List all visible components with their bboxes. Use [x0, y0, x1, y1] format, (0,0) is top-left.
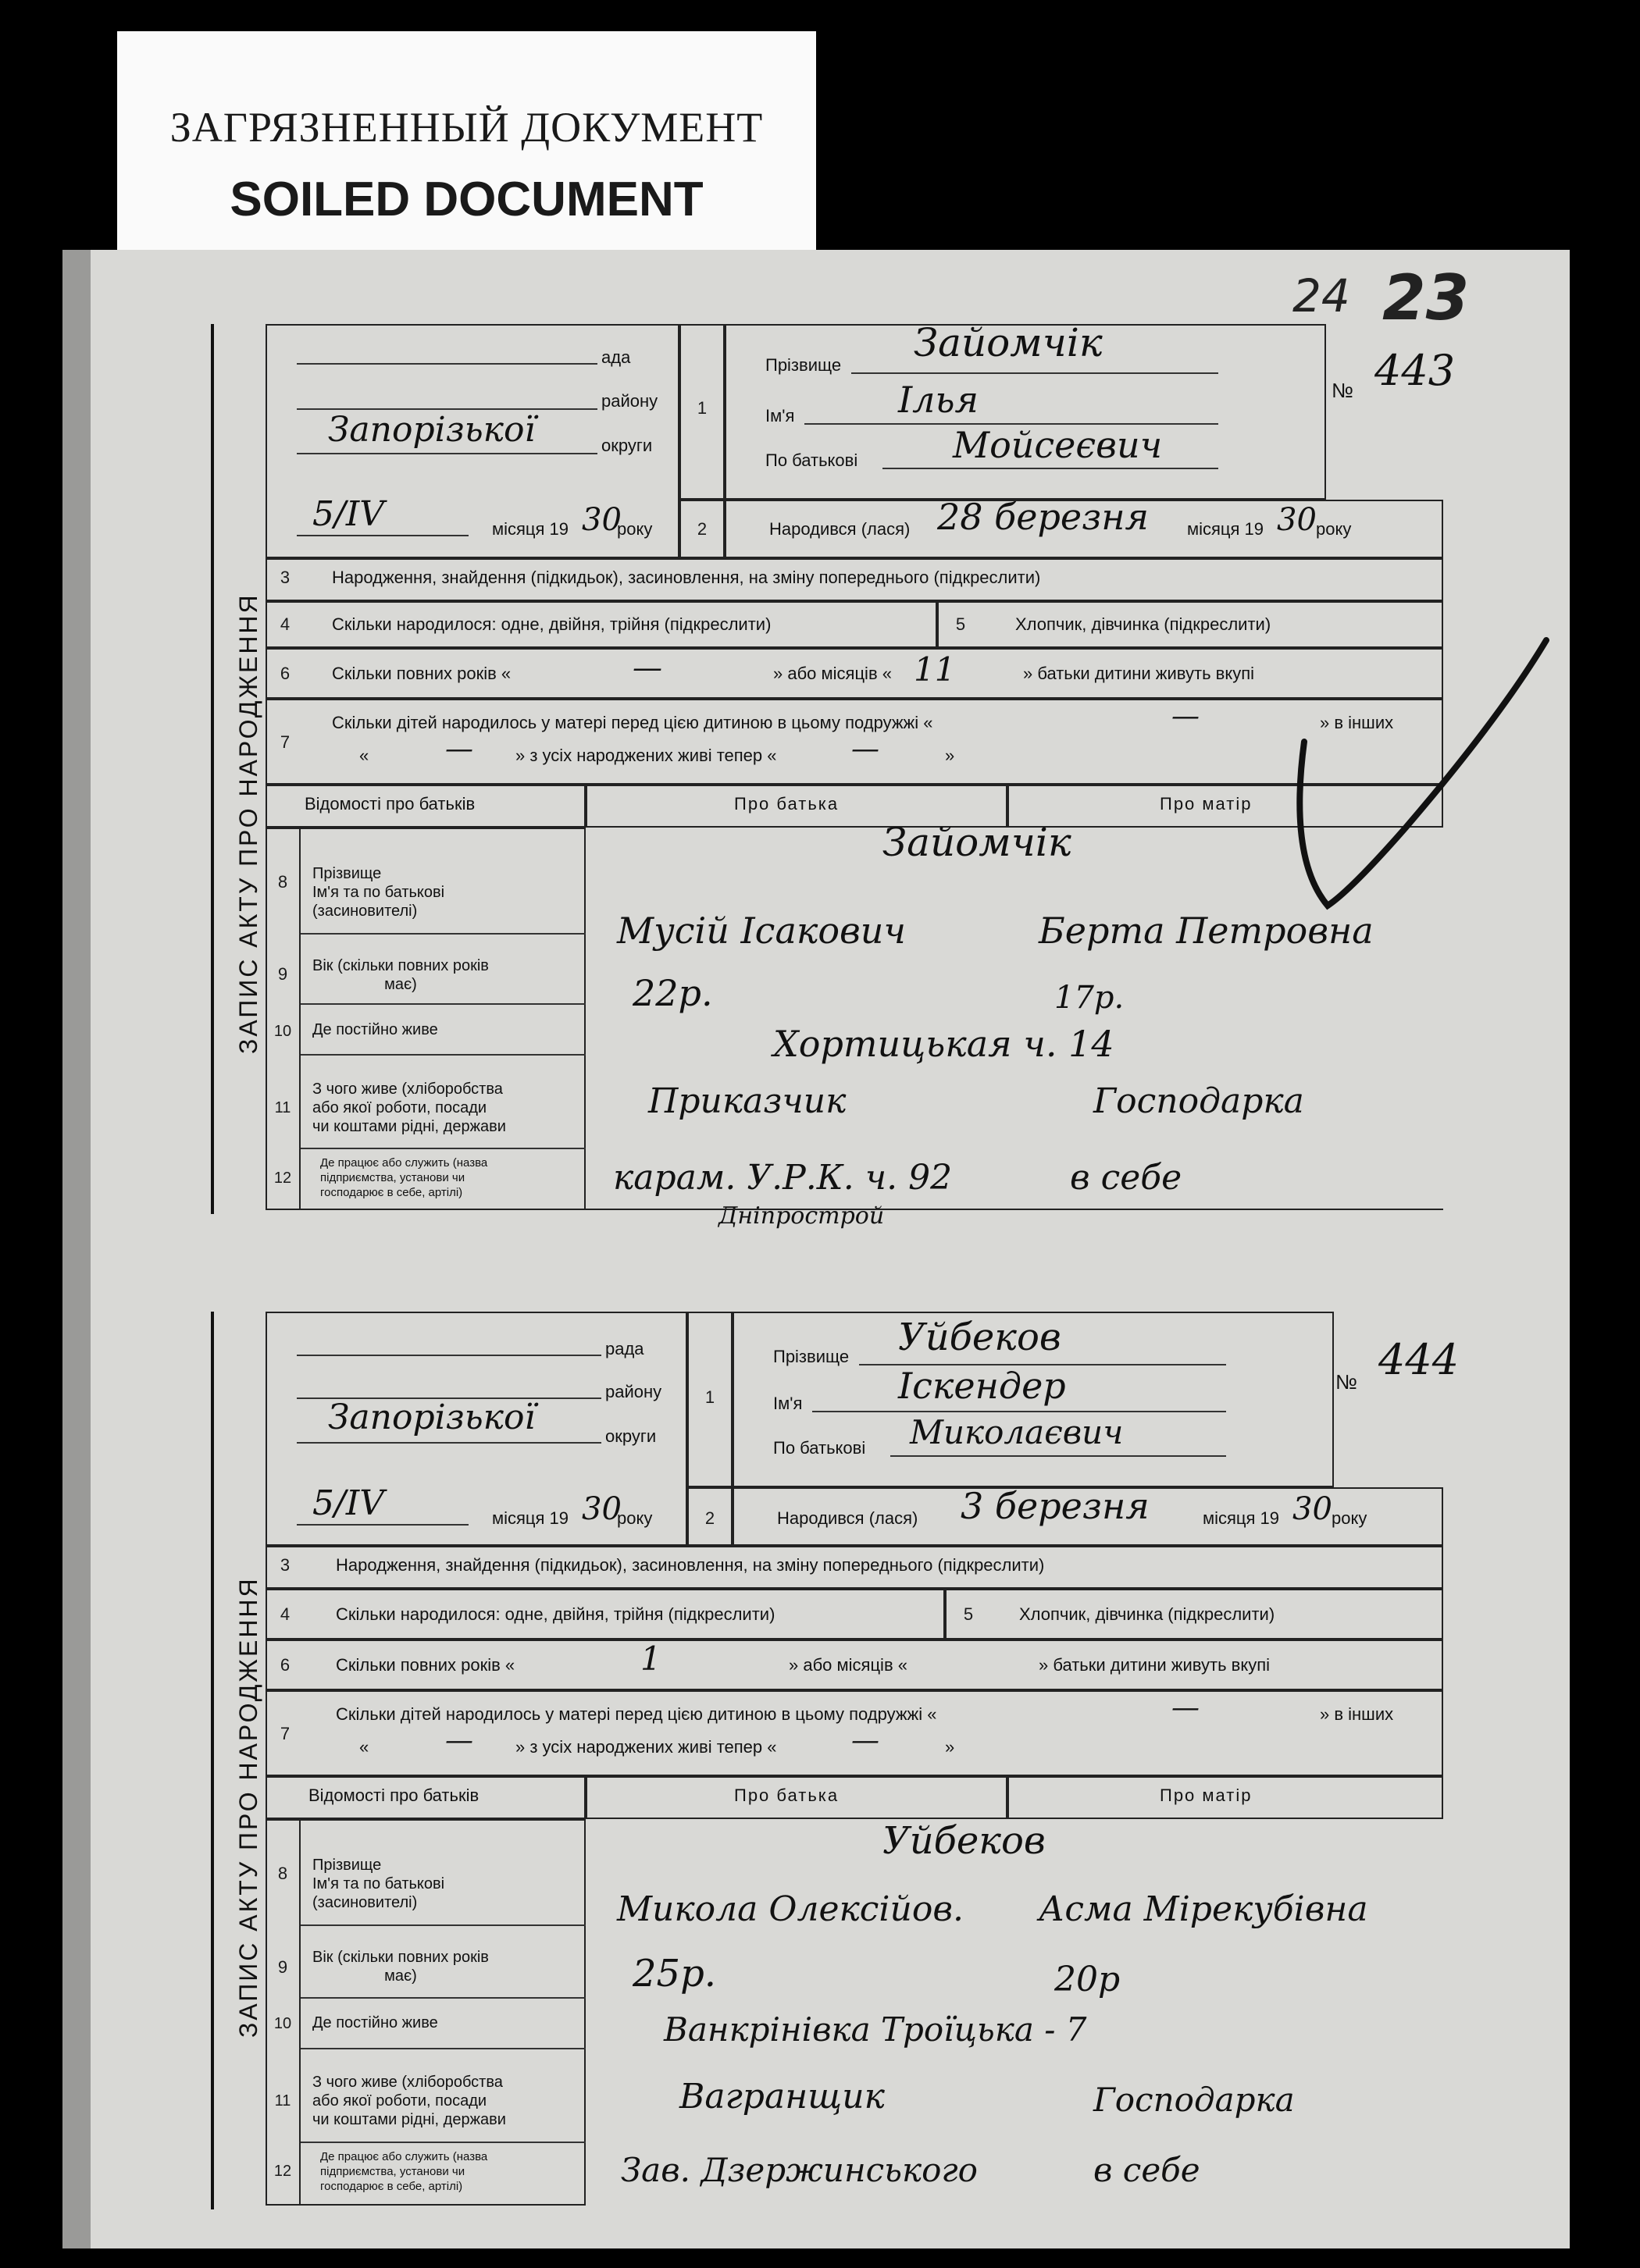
surname-label: Прізвище [765, 355, 842, 375]
surname-label-2: Прізвище [773, 1347, 850, 1366]
father-surname: Зайомчік [882, 820, 1071, 865]
row11-label: З чого живе (хліборобства або якої роботи, посади чи коштами рідні, держави [312, 1081, 506, 1135]
row7-text: Скільки дітей народилось у матері перед цією дитиною в цьому подружжі « [332, 713, 933, 732]
birth-year-value: 30 [1277, 502, 1317, 538]
page-number: 23 [1382, 262, 1470, 334]
reg-year-value: 30 [582, 502, 622, 538]
father-header: Про батька [734, 794, 840, 814]
row6-months-value: 11 [914, 650, 956, 689]
pen-stroke-mark [1171, 625, 1562, 952]
row7-other-label: » в інших [1320, 713, 1394, 732]
mother-job-2: Господарка [1093, 2081, 1295, 2119]
record-number-2: 444 [1378, 1335, 1460, 1384]
father-name: Мусій Ісакович [617, 910, 907, 952]
mother-job: Господарка [1093, 1081, 1304, 1121]
father-work: карам. У.Р.К. ч. 92 [613, 1158, 953, 1198]
mother-work: в себе [1070, 1158, 1182, 1198]
birth-month-label: місяця 19 [1187, 519, 1264, 539]
side-title-1: ЗАПИС АКТУ ПРО НАРОДЖЕННЯ [234, 593, 262, 1054]
mother-name-2: Асма Мірекубівна [1039, 1889, 1368, 1929]
father-job-2: Вагранщик [679, 2077, 885, 2117]
row4-text-2: Скільки народилося: одне, двійня, трійня (підкреслити) [336, 1604, 775, 1624]
name-label: Ім'я [765, 406, 795, 425]
okruha-label: округи [601, 436, 653, 455]
row7-alive-label: » з усіх народжених живі тепер « [515, 746, 777, 765]
name-value-2: Іскендер [898, 1365, 1066, 1407]
old-page-number: 24 [1292, 269, 1350, 322]
record-number: 443 [1374, 346, 1456, 395]
okruha-value-2: Запорізької [328, 1397, 536, 1437]
row6-years-label-2: Скільки повних років « [336, 1655, 515, 1675]
year-label: року [617, 519, 653, 539]
born-label: Народився (лася) [769, 519, 911, 539]
parents-header: Відомості про батьків [305, 794, 476, 814]
row6-months-label: » або місяців « [773, 664, 892, 683]
row6-years-value-2: 1 [640, 1640, 661, 1678]
row7-before-value: — [1171, 700, 1200, 732]
row6-end-label: » батьки дитини живуть вкупі [1023, 664, 1255, 683]
number-label-2: № [1335, 1370, 1357, 1394]
surname-value: Зайомчік [914, 320, 1103, 365]
record-1: ада району Запорізької округи 5/IV місяця 19 30 року 1 Прізвище Зайомчік Ім'я Ілья По батькові Мойсеєвич № 443 2 Народився (лася) 28 березня місяця 19 30 року 3 Народження, знайдення (підкидьок), засиновлення, на зміну попереднього (підкреслити) 4 Скільки народилося: одне, двійня, трійня (підкреслити) 5 Хлопчик, дівчинка (підкреслити) 6 Скільки повних років « — » або місяців « 11 » батьки дитини живуть вкупі 7 Скільки дітей народилось у матері перед цією дитиною в цьому подружжі « — » в інших « — » з усіх народжених живі тепер « — » Відомості про батьків Про батька Про матір 8 Прізвище Ім'я та по батькові (засиновителі) 9 Вік (скільки повних років має) 10 Де постійно живе 11 З чого живе (хліборобства або якої роботи, посади чи коштами рідні, держави 12 Де працює або служить (назва підприємства, установи чи господарює в себе, артілі) Зайомчік Мусій Ісакович Берта Петровна 22р. 17р. Хортицькая ч. 14 Приказчик Господарка карам. У.Р.К. ч. 92 в себе Дніпрострой [211, 324, 1445, 1214]
address-2: Ванкрінівка Троїцька - 7 [664, 2010, 1087, 2049]
name-label-2: Ім'я [773, 1394, 803, 1413]
row10-label: Де постійно живе [312, 1021, 438, 1038]
father-work-2: Дніпрострой [718, 1202, 885, 1230]
patronymic-label-2: По батькові [773, 1438, 866, 1458]
name-value: Ілья [898, 379, 979, 421]
row6-years-label: Скільки повних років « [332, 664, 512, 683]
label-english: SOILED DOCUMENT [230, 173, 704, 226]
side-title-2: ЗАПИС АКТУ ПРО НАРОДЖЕННЯ [234, 1576, 262, 2038]
parents-header-2: Відомості про батьків [308, 1786, 480, 1805]
father-age-2: 25р. [633, 1952, 717, 1996]
row3-text-2: Народження, знайдення (підкидьок), засиновлення, на зміну попереднього (підкреслити) [336, 1555, 1045, 1575]
mother-name: Берта Петровна [1039, 910, 1374, 952]
reg-date-value: 5/IV [312, 494, 384, 534]
soiled-document-label [117, 31, 816, 258]
label-russian: ЗАГРЯЗНЕННЫЙ ДОКУМЕНТ [169, 104, 764, 151]
birth-date-value-2: 3 березня [961, 1485, 1150, 1527]
father-age: 22р. [633, 972, 713, 1014]
father-header-2: Про батька [734, 1786, 840, 1805]
birth-date-value: 28 березня [937, 496, 1149, 538]
row4-text: Скільки народилося: одне, двійня, трійня (підкреслити) [332, 614, 772, 634]
father-job: Приказчик [648, 1081, 847, 1121]
row6-years-value: — [633, 650, 662, 685]
rada-label-2: рада [605, 1339, 644, 1358]
row9-label: Вік (скільки повних років має) [312, 957, 489, 993]
born-label-2: Народився (лася) [777, 1508, 918, 1528]
row7-alive-value: — [851, 733, 879, 765]
row7-text-2: Скільки дітей народилось у матері перед цією дитиною в цьому подружжі « [336, 1704, 937, 1724]
row8-label: Прізвище Ім'я та по батькові (засиновителі) [312, 865, 445, 920]
birth-year-label: року [1316, 519, 1352, 539]
row12-label: Де працює або служить (назва підприємства, установи чи господарює в себе, артілі) [320, 1156, 488, 1199]
row3-text: Народження, знайдення (підкидьок), засиновлення, на зміну попереднього (підкреслити) [332, 568, 1041, 587]
row5-text: Хлопчик, дівчинка (підкреслити) [1015, 614, 1271, 634]
row6-end-label-2: » батьки дитини живуть вкупі [1039, 1655, 1271, 1675]
raion-label: району [601, 391, 658, 411]
patronymic-value-2: Миколаєвич [910, 1413, 1124, 1451]
okruha-value: Запорізької [328, 410, 536, 450]
row6-months-label-2: » або місяців « [789, 1655, 907, 1675]
birth-year-value-2: 30 [1292, 1491, 1332, 1527]
patronymic-label: По батькові [765, 450, 858, 470]
reg-date-value-2: 5/IV [312, 1483, 384, 1523]
mother-age-2: 20р [1054, 1960, 1121, 1999]
patronymic-value: Мойсеєвич [953, 424, 1163, 466]
row7-other-value: — [445, 733, 473, 765]
row5-text-2: Хлопчик, дівчинка (підкреслити) [1019, 1604, 1275, 1624]
page-binding-edge [62, 250, 91, 2248]
rada-label: ада [601, 347, 631, 367]
father-name-2: Микола Олексійов. [617, 1889, 964, 1929]
raion-label-2: району [605, 1382, 662, 1401]
number-label: № [1332, 379, 1353, 402]
mother-age: 17р. [1054, 980, 1125, 1016]
father-surname-2: Уйбеков [882, 1819, 1046, 1863]
mother-header-2: Про матір [1160, 1786, 1253, 1805]
reg-year-value-2: 30 [582, 1491, 622, 1527]
month-label: місяця 19 [492, 519, 569, 539]
record-2: рада району Запорізької округи 5/IV місяця 19 30 року 1 Прізвище Уйбеков Ім'я Іскендер По батькові Миколаєвич № 444 2 Народився (лася) 3 березня місяця 19 30 року 3 Народження, знайдення (підкидьок), засиновлення, на зміну попереднього (підкреслити) 4 Скільки народилося: одне, двійня, трійня (підкреслити) 5 Хлопчик, дівчинка (підкреслити) 6 Скільки повних років « 1 » або місяців « » батьки дитини живуть вкупі 7 Скільки дітей народилось у матері перед цією дитиною в цьому подружжі « — » в інших « — » з усіх народжених живі тепер « — » Відомості про батьків Про батька Про матір 8 Прізвище Ім'я та по батькові (засиновителі) 9 Вік (скільки повних років має) 10 Де постійно живе 11 З чого живе (хліборобства або якої роботи, посади чи коштами рідні, держави 12 Де працює або служить (назва підприємства, установи чи господарює в себе, артілі) Уйбеков Микола Олексійов. Асма Мірекубівна 25р. 20р Ванкрінівка Троїцька - 7 Вагранщик Господарка Зав. Дзержинського в себе [211, 1312, 1445, 2209]
okruha-label-2: округи [605, 1426, 657, 1446]
mother-header: Про матір [1160, 794, 1253, 814]
mother-work-2: в себе [1093, 2151, 1200, 2189]
address: Хортицькая ч. 14 [773, 1023, 1114, 1065]
father-work-2-value: Зав. Дзержинського [621, 2151, 978, 2189]
surname-value-2: Уйбеков [898, 1316, 1061, 1359]
